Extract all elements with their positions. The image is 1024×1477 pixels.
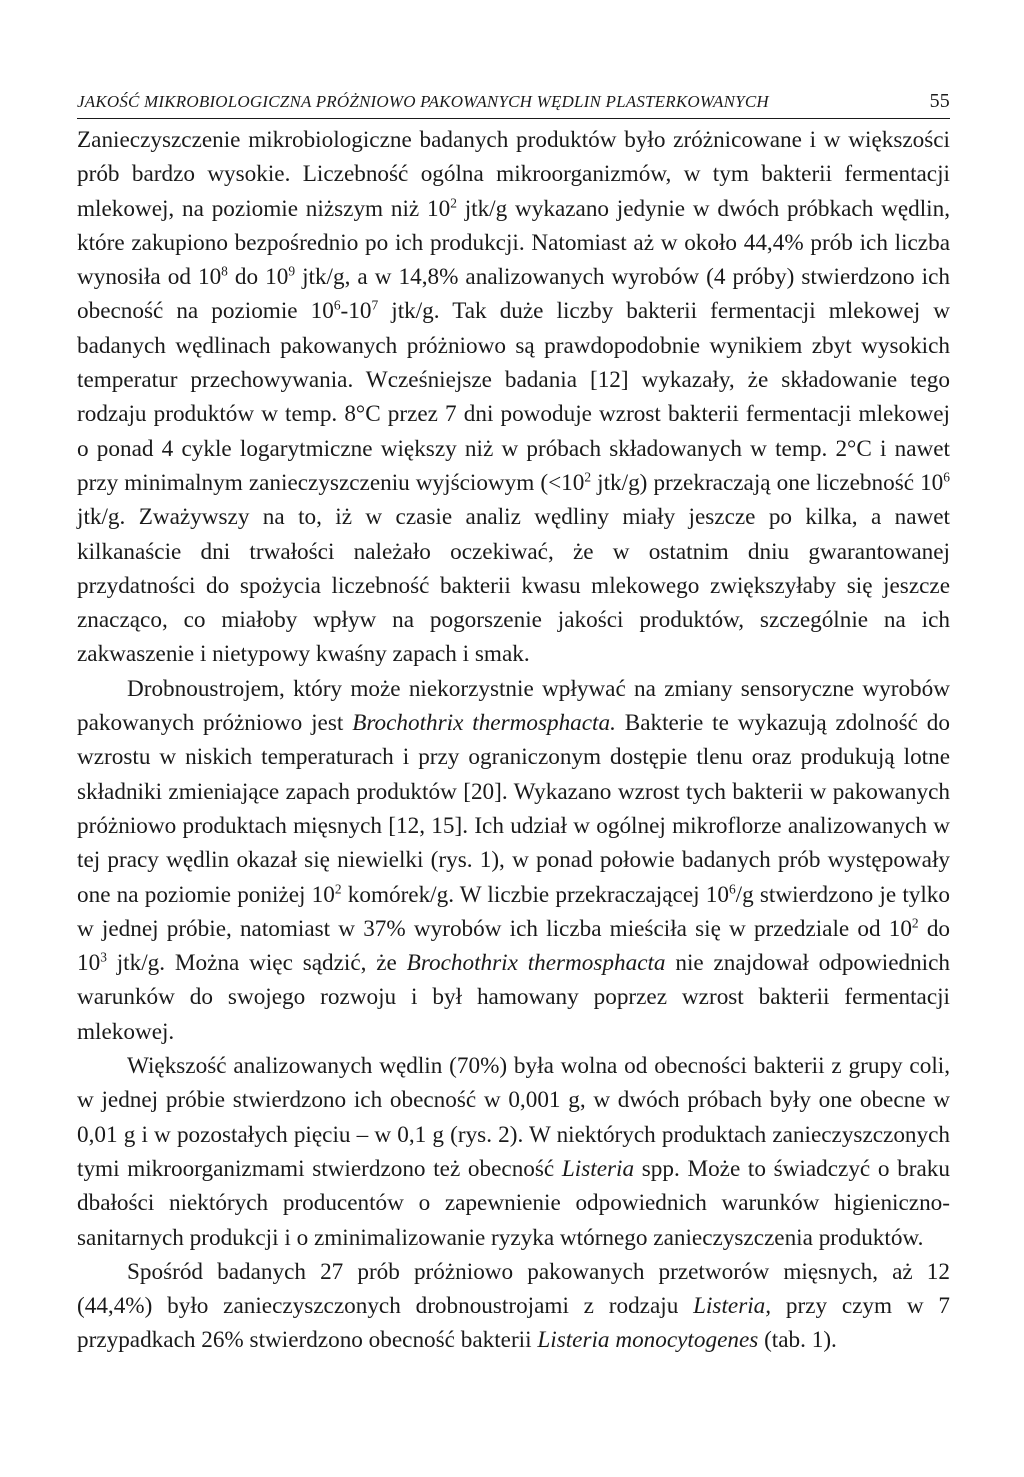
text-run: do 10 <box>77 915 951 977</box>
paragraph-3 <box>77 1049 950 1255</box>
exponent: 6 <box>943 469 950 485</box>
text-run: /g stwierdzono je tylko w jednej próbie, natomiast w 37% wyrobów ich liczba mieściła się w przedziale od 10 <box>77 881 950 942</box>
running-header <box>77 84 950 119</box>
text-run: jtk/g. Zważywszy na to, iż w czasie analiz wędliny miały jeszcze po kilka, a nawet kilkanaście dni trwałości należało oczekiwać, że w ostatnim dniu gwarantowanej przydatności do spożycia liczebność bakterii kwasu mlekowego zwiększyłaby się jeszcze znacząco, co miałoby wpływ na pogorszenie jakości produktów, szczególnie na ich zakwaszenie i nietypowy kwaśny zapach i smak. <box>77 504 950 668</box>
text-run: nie znajdował odpowiednich warunków do swojego rozwoju i był hamowany poprzez wzrost bakterii fermentacji mlekowej. <box>77 950 950 1045</box>
species-name: Listeria <box>561 1155 635 1182</box>
article-body <box>77 123 950 1358</box>
exponent: 2 <box>450 195 457 211</box>
paragraph-1 <box>77 123 950 672</box>
text-run: Większość analizowanych wędlin (70%) była wolna od obecności bakterii z grupy coli, w jednej próbie stwierdzono ich obecność w 0,001 g, w dwóch próbach były one obecne w 0,01 g i w pozostałych pięciu – w 0,1 g (rys. 2). W niektórych produktach zanieczyszczonych tymi mikroorganizmami stwierdzono też obecność <box>77 1053 950 1182</box>
exponent: 8 <box>221 263 228 279</box>
text-run: jtk/g wykazano jedynie w dwóch próbkach wędlin, które zakupiono bezpośrednio po ich produkcji. Natomiast aż w około 44,4% prób ich liczba wynosiła od 10 <box>77 195 950 291</box>
species-name: Brochothrix thermosphacta <box>406 950 666 977</box>
species-name: Listeria monocytogenes <box>537 1327 759 1354</box>
text-run: Bakterie te wykazują zdolność do wzrostu w niskich temperaturach i przy ograniczonym dostępie tlenu oraz produkują lotne składniki zmieniające zapach produktów [20]. Wykazano wzrost tych bakterii w pakowanych próżniowo produktach mięsnych [12, 15]. Ich udział w ogólnej mikroflorze analizowanych w tej pracy wędlin okazał się niewielki (rys. 1), w ponad połowie badanych prób występowały one na poziomie poniżej 10 <box>77 710 950 908</box>
text-run: jtk/g. Tak duże liczby bakterii fermentacji mlekowej w badanych wędlinach pakowanych próżniowo są prawdopodobnie wynikiem zbyt wysokich temperatur przechowywania. Wcześniejsze badania [12] wykazały, że składowanie tego rodzaju produktów w temp. 8°C przez 7 dni powoduje wzrost bakterii fermentacji mlekowej o ponad 4 cykle logarytmiczne większy niż w próbach składowanych w temp. 2°C i nawet przy minimalnym zanieczyszczeniu wyjściowym (<10 <box>77 298 950 496</box>
text-run: komórek/g. W liczbie przekraczającej 10 <box>341 881 729 908</box>
exponent: 2 <box>584 469 592 485</box>
exponent: 6 <box>333 298 341 314</box>
text-run: -10 <box>340 298 372 325</box>
exponent: 2 <box>334 881 342 897</box>
exponent: 3 <box>100 949 107 965</box>
page <box>77 84 950 1358</box>
text-run: do 10 <box>227 264 289 291</box>
text-run: Drobnoustrojem, który może niekorzystnie wpływać na zmiany sensoryczne wyrobów pakowanych próżniowo jest <box>77 675 950 737</box>
species-name: Brochothrix thermosphacta. <box>352 710 616 737</box>
text-run: spp. Może to świadczyć o braku dbałości niektórych producentów o zapewnienie odpowiednich warunków higieniczno-sanitarnych produkcji i o zminimalizowanie ryzyka wtórnego zanieczyszczenia produktów. <box>77 1155 950 1251</box>
text-run: Spośród badanych 27 prób próżniowo pakowanych przetworów mięsnych, aż 12 (44,4%) było zanieczyszczonych drobnoustrojami z rodzaju <box>77 1258 950 1320</box>
text-run: jtk/g. Można więc sądzić, że <box>106 950 407 977</box>
text-run: (tab. 1). <box>758 1327 837 1354</box>
text-run: jtk/g) przekraczają one liczebność 10 <box>591 469 944 496</box>
paragraph-2 <box>77 672 950 1049</box>
text-run: jtk/g, a w 14,8% analizowanych wyrobów (4 próby) stwierdzono ich obecność na poziomie 10 <box>77 264 951 325</box>
exponent: 6 <box>728 881 736 897</box>
paragraph-4 <box>77 1255 950 1358</box>
text-run: przy czym w 7 przypadkach 26% stwierdzono obecność bakterii <box>77 1293 950 1354</box>
species-name: Listeria, <box>693 1293 772 1320</box>
page-number: 55 <box>929 90 950 112</box>
running-title: JAKOŚĆ MIKROBIOLOGICZNA PRÓŻNIOWO PAKOWANYCH WĘDLIN PLASTERKOWANYCH <box>77 92 769 111</box>
exponent: 9 <box>288 263 296 279</box>
text-run: Zanieczyszczenie mikrobiologiczne badanych produktów było zróżnicowane i w większości prób bardzo wysokie. Liczebność ogólna mikroorganizmów, w tym bakterii fermentacji mlekowej, na poziomie niższym niż 10 <box>77 127 950 222</box>
exponent: 2 <box>911 915 919 931</box>
exponent: 7 <box>371 298 379 314</box>
